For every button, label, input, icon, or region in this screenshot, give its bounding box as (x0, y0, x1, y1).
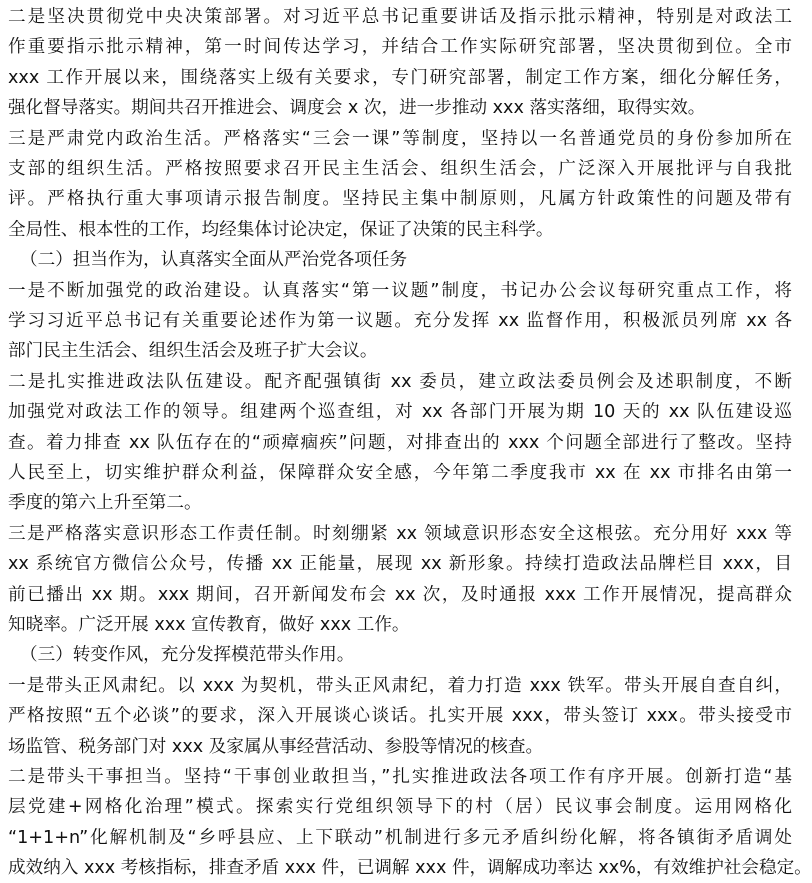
body-text-line: 一是带头正风肃纪。以 xxx 为契机，带头正风肃纪，着力打造 xxx 铁军。带头开展自查自纠， (8, 675, 792, 696)
body-text-line: 查。着力排查 xx 队伍存在的“顽瘴痼疾”问题，对排查出的 xxx 个问题全部进行了整改。坚持 (8, 432, 792, 453)
body-text-line: 季度的第六上升至第二。 (8, 493, 202, 514)
body-text-line: 作重要指示批示精神，第一时间传达学习，并结合工作实际研究部署，坚决贯彻到位。全市 (8, 37, 792, 58)
body-text-line: 严格按照“五个必谈”的要求，深入开展谈心谈话。扎实开展 xxx，带头签订 xxx。带头接受市 (8, 706, 792, 727)
body-text-line: 人民至上，切实维护群众利益，保障群众安全感，今年第二季度我市 xx 在 xx 市排名由第一 (8, 463, 792, 483)
body-text-line: 层党建+网格化治理”模式。探索实行党组织领导下的村（居）民议事会制度。运用网格化 (8, 797, 792, 818)
body-text-line: 部门民主生活会、组织生活会及班子扩大会议。 (8, 341, 378, 362)
body-text-line: 全局性、根本性的工作，均经集体讨论决定，保证了决策的民主科学。 (8, 219, 554, 240)
section-heading: （三）转变作风，充分发挥模范带头作用。 (20, 645, 355, 666)
body-text-line: 评。严格执行重大事项请示报告制度。坚持民主集中制原则，凡属方针政策性的问题及带有 (8, 189, 792, 210)
body-text-line: 强化督导落实。期间共召开推进会、调度会 x 次，进一步推动 xxx 落实落细，取得实效。 (8, 98, 706, 119)
body-text-line: 三是严肃党内政治生活。严格落实“三会一课”等制度，坚持以一名普通党员的身份参加所在 (8, 128, 792, 149)
body-text-line: “1+1+n”化解机制及“乡呼县应、上下联动”机制进行多元矛盾纠纷化解，将各镇街矛盾调处 (8, 827, 792, 848)
body-text-line: 加强党对政法工作的领导。组建两个巡查组，对 xx 各部门开展为期 10 天的 xx 队伍建设巡 (8, 402, 792, 423)
body-text-line: 二是坚决贯彻党中央决策部署。对习近平总书记重要讲话及指示批示精神，特别是对政法工 (8, 7, 792, 27)
body-text-line: xxx 工作开展以来，围绕落实上级有关要求，专门研究部署，制定工作方案，细化分解任务， (8, 67, 792, 88)
body-text-line: 三是严格落实意识形态工作责任制。时刻绷紧 xx 领域意识形态安全这根弦。充分用好 xxx 等 (8, 523, 792, 544)
body-text-line: 二是带头干事担当。坚持“干事创业敢担当，”扎实推进政法各项工作有序开展。创新打造“基 (8, 767, 792, 787)
body-text-line: 一是不断加强党的政治建设。认真落实“第一议题”制度，书记办公会议每研究重点工作，将 (8, 280, 792, 301)
section-heading: （二）担当作为，认真落实全面从严治党各项任务 (20, 250, 408, 271)
body-text-line: 知晓率。广泛开展 xxx 宣传教育，做好 xxx 工作。 (8, 615, 410, 635)
body-text-line: xx 系统官方微信公众号，传播 xx 正能量，展现 xx 新形象。持续打造政法品牌栏目 xxx，目 (8, 554, 792, 575)
body-text-line: 支部的组织生活。严格按照要求召开民主生活会、组织生活会，广泛深入开展批评与自我批 (8, 159, 792, 179)
body-text-line: 学习习近平总书记有关重要论述作为第一议题。充分发挥 xx 监督作用，积极派员列席 xx 各 (8, 311, 792, 331)
body-text-line: 二是扎实推进政法队伍建设。配齐配强镇街 xx 委员，建立政法委员例会及述职制度，不断 (8, 371, 792, 392)
body-text-line: 成效纳入 xxx 考核指标，排查矛盾 xxx 件，已调解 xxx 件，调解成功率达 xx%，有效维护社会稳定。 (8, 858, 812, 879)
body-text-line: 场监管、税务部门对 xxx 及家属从事经营活动、参股等情况的核查。 (8, 736, 544, 757)
body-text-line: 前已播出 xx 期。xxx 期间，召开新闻发布会 xx 次，及时通报 xxx 工作开展情况，提高群众 (8, 584, 792, 605)
